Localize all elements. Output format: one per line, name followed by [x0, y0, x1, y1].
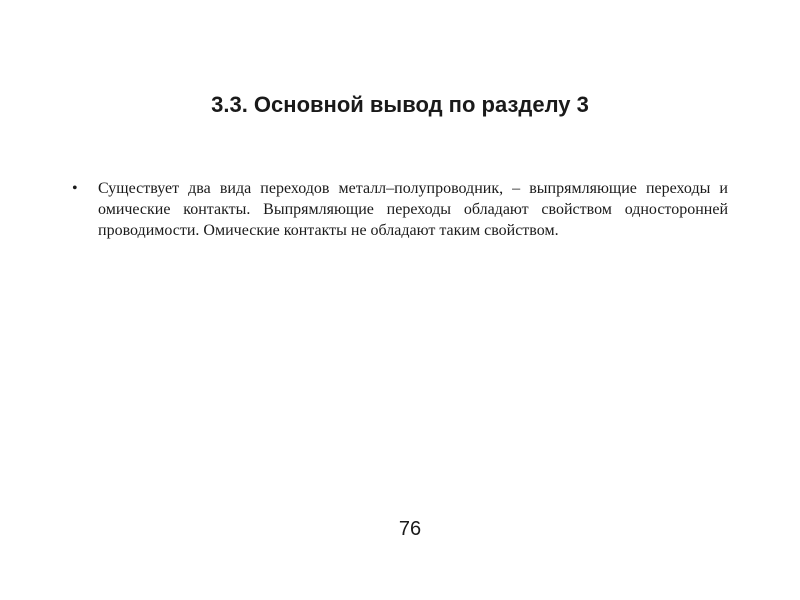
bullet-text: Существует два вида переходов металл–полупроводник, – выпрямляющие переходы и омические контакты. Выпрямляющие переходы обладают свойством односторонней проводимости. Омические контакты не обладают таким свойством. — [98, 180, 728, 239]
list-item — [72, 178, 728, 241]
bullet-marker: • — [72, 180, 78, 197]
slide-title: 3.3. Основной вывод по разделу 3 — [211, 92, 589, 117]
page-number: 76 — [398, 518, 422, 540]
bullet-list — [72, 178, 728, 241]
